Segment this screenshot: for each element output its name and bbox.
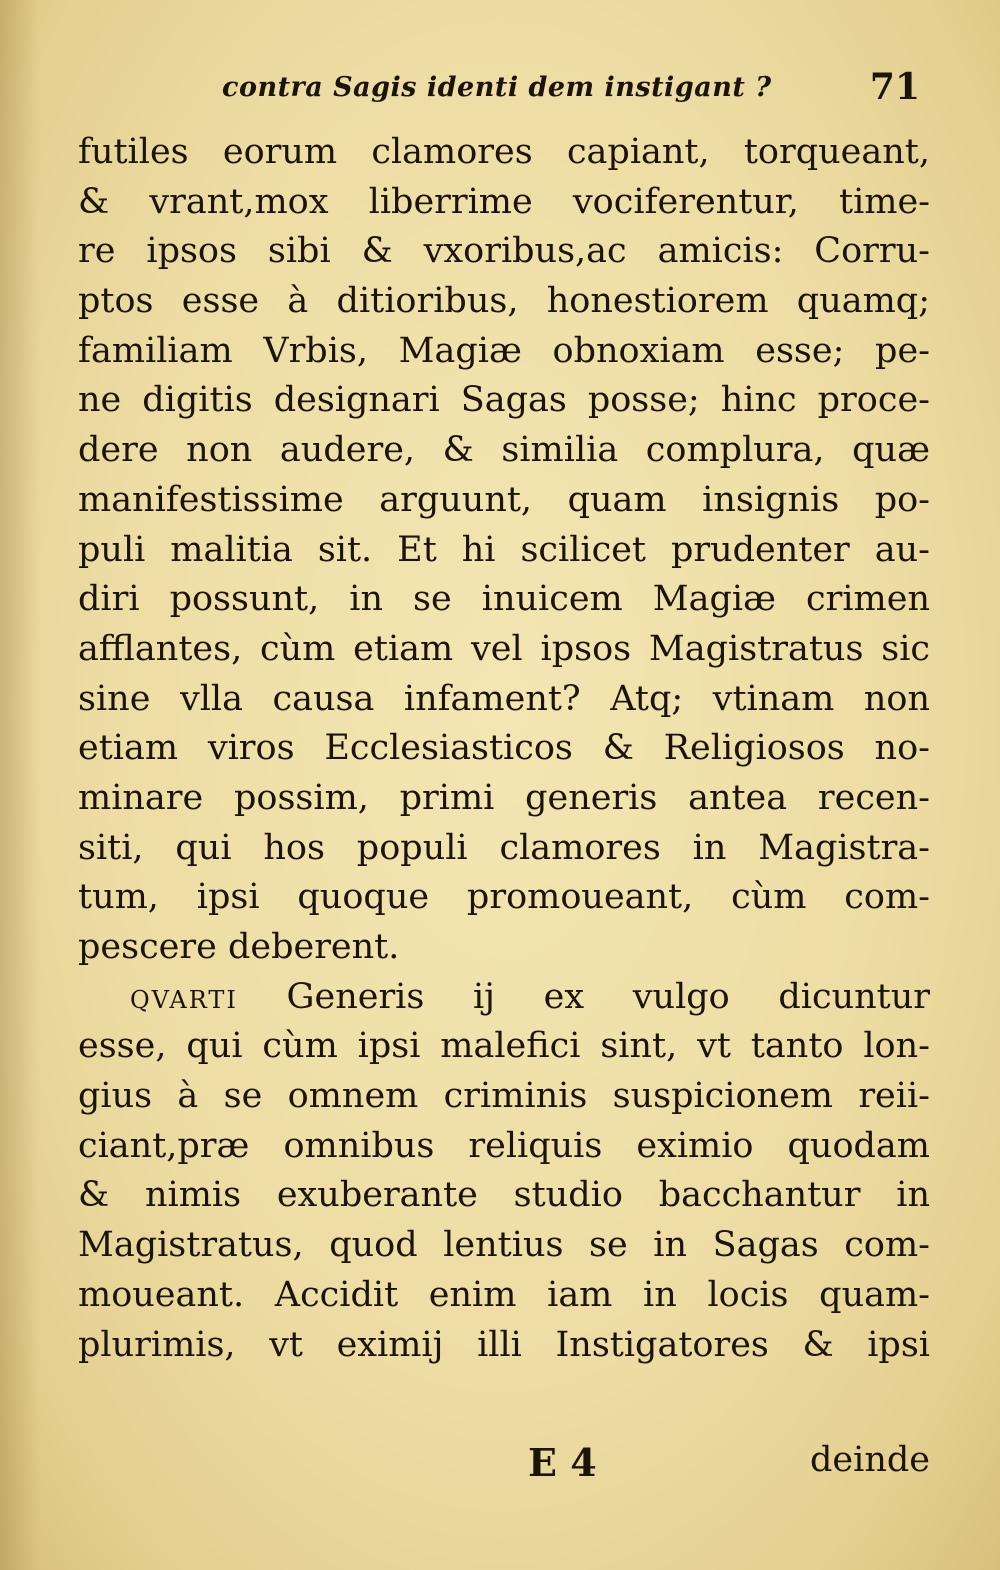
body-text: [78, 128, 930, 1370]
text-line: puli malitia sit. Et hi scilicet prudenter au-: [78, 529, 930, 570]
text-line: afflantes, cùm etiam vel ipsos Magistratus sic: [78, 628, 930, 669]
signature-mark: E 4: [528, 1440, 597, 1485]
text-line: tum, ipsi quoque promoueant, cùm com-: [78, 877, 930, 918]
text-line: esse, qui cùm ipsi malefici sint, vt tanto lon-: [78, 1026, 930, 1067]
text-line: sine vlla causa infament? Atq; vtinam non: [78, 678, 930, 719]
text-line: siti, qui hos populi clamores in Magistra-: [78, 827, 930, 868]
catchword: deinde: [810, 1440, 930, 1480]
text-line: manifestissime arguunt, quam insignis po-: [78, 479, 930, 520]
gutter-shadow: [0, 0, 40, 1570]
text-line: pescere deberent.: [78, 927, 400, 967]
running-head: contra Sagis identi dem instigant ?: [222, 72, 772, 103]
page-header: [150, 66, 920, 116]
text-line: ciant,præ omnibus reliquis eximio quodam: [78, 1125, 930, 1166]
text-line: familiam Vrbis, Magiæ obnoxiam esse; pe-: [78, 330, 930, 371]
text-line: ne digitis designari Sagas posse; hinc proce-: [78, 380, 930, 421]
text-line: futiles eorum clamores capiant, torqueant,: [78, 132, 930, 172]
page-number: 71: [869, 66, 920, 108]
page-footer: [78, 1440, 930, 1490]
text-line: & nimis exuberante studio bacchantur in: [78, 1175, 930, 1216]
text-line: dere non audere, & similia complura, quæ: [78, 430, 930, 471]
text-line: ptos esse à ditioribus, honestiorem quamq;: [78, 281, 930, 322]
text-line: re ipsos sibi & vxoribus,ac amicis: Corru-: [78, 231, 930, 272]
text-line: plurimis, vt eximij illi Instigatores & ipsi: [78, 1324, 930, 1365]
text-line: moueant. Accidit enim iam in locis quam-: [78, 1274, 930, 1315]
text-line: etiam viros Ecclesiasticos & Religiosos no-: [78, 728, 930, 769]
text-line: gius à se omnem criminis suspicionem reii-: [78, 1076, 930, 1117]
text-line: minare possim, primi generis antea recen-: [78, 777, 930, 818]
text-line: diri possunt, in se inuicem Magiæ crimen: [78, 579, 930, 620]
text-line: & vrant,mox liberrime vociferentur, time-: [78, 181, 930, 222]
paragraph-start-text: Generis ij ex vulgo dicuntur: [286, 976, 930, 1017]
small-caps-word: QVARTI: [130, 985, 238, 1014]
text-line: Magistratus, quod lentius se in Sagas com-: [78, 1225, 930, 1266]
paragraph-start: [78, 973, 930, 1023]
